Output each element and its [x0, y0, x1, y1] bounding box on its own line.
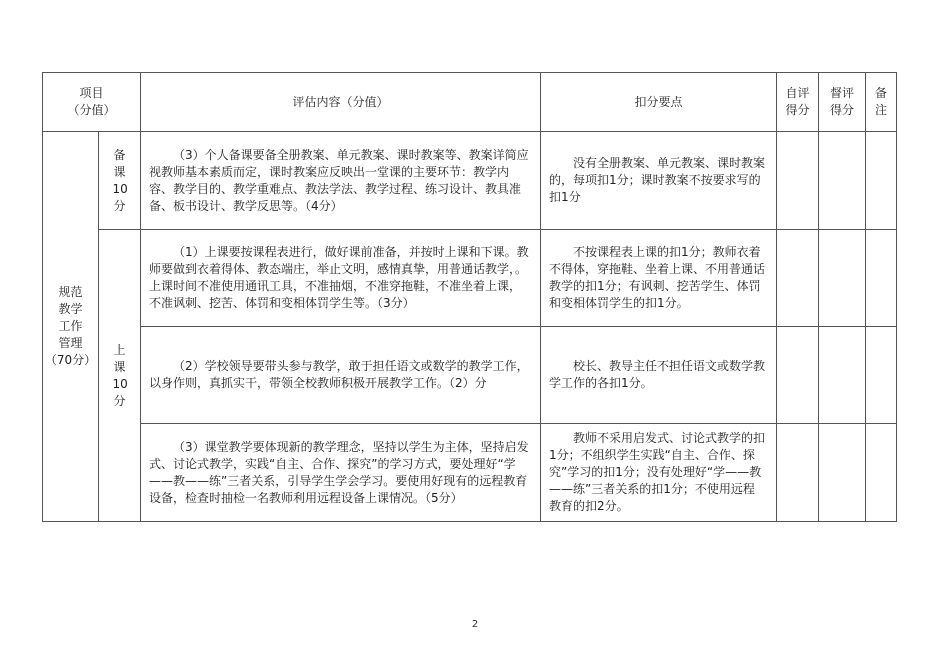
header-points: 扣分要点 — [541, 73, 777, 132]
points-cell: 没有全册教案、单元教案、课时教案的，每项扣1分；课时教案不按要求写的扣1分 — [541, 132, 777, 230]
evaluation-table — [42, 72, 897, 522]
points-cell: 不按课程表上课的扣1分；教师衣着不得体，穿拖鞋、坐着上课、不用普通话教学的扣1分；有讽刺、挖苦学生、体罚和变相体罚学生的扣1分。 — [541, 230, 777, 327]
remark-cell — [866, 132, 897, 230]
table-row — [43, 424, 897, 522]
header-remark-label: 备注 — [875, 86, 888, 117]
header-item-sub: （分值） — [67, 103, 116, 117]
supervise-score-cell — [819, 132, 866, 230]
header-item-label: 项目 — [79, 86, 104, 100]
self-score-cell — [777, 327, 819, 424]
supervise-score-cell — [819, 230, 866, 327]
supervise-score-cell — [819, 424, 866, 522]
points-cell: 教师不采用启发式、讨论式教学的扣1分；不组织学生实践“自主、合作、探究”学习的扣1分；没有处理好“学——教——练”三者关系的扣1分；不使用远程教育的扣2分。 — [541, 424, 777, 522]
table-row — [43, 132, 897, 230]
header-item — [43, 73, 141, 132]
points-cell: 校长、教导主任不担任语文或数学教学工作的各扣1分。 — [541, 327, 777, 424]
self-score-cell — [777, 230, 819, 327]
table-row — [43, 230, 897, 327]
category-cell — [43, 132, 99, 522]
section-cell — [99, 132, 141, 230]
supervise-score-cell — [819, 327, 866, 424]
header-content: 评估内容（分值） — [141, 73, 541, 132]
content-cell: （3）个人备课要备全册教案、单元教案、课时教案等、教案详简应视教师基本素质而定，课时教案应反映出一堂课的主要环节：教学内容、教学目的、教学重难点、教法学法、教学过程、练习设计、教具准备、板书设计、教学反思等。（4分） — [141, 132, 541, 230]
remark-cell — [866, 230, 897, 327]
self-score-cell — [777, 132, 819, 230]
category-score: （70分） — [44, 353, 97, 367]
header-supervise-score-label: 督评得分 — [830, 86, 855, 117]
header-self-score-label: 自评得分 — [785, 86, 810, 117]
category-name: 规范教学工作管理 — [58, 285, 83, 350]
self-score-cell — [777, 424, 819, 522]
remark-cell — [866, 424, 897, 522]
header-row — [43, 73, 897, 132]
section-name: 上课10分 — [112, 342, 128, 408]
section-name: 备课10分 — [112, 147, 128, 213]
header-self-score — [777, 73, 819, 132]
remark-cell — [866, 327, 897, 424]
content-cell: （1）上课要按课程表进行，做好课前准备，并按时上课和下课。教师要做到衣着得体、教态端庄，举止文明，感情真挚，用普通话教学，。上课时间不准使用通讯工具，不准抽烟，不准穿拖鞋，不准坐着上课，不准讽刺、挖苦、体罚和变相体罚学生等。（3分） — [141, 230, 541, 327]
page-number: 2 — [471, 619, 479, 630]
header-supervise-score — [819, 73, 866, 132]
table-row — [43, 327, 897, 424]
content-cell: （3）课堂教学要体现新的教学理念，坚持以学生为主体，坚持启发式、讨论式教学，实践“自主、合作、探究”的学习方式，要处理好“学——教——练”三者关系，引导学生学会学习。要使用好现有的远程教育设备，检查时抽检一名教师利用远程设备上课情况。（5分） — [141, 424, 541, 522]
section-cell — [99, 230, 141, 522]
content-cell: （2）学校领导要带头参与教学，敢于担任语文或数学的教学工作，以身作则，真抓实干，带领全校教师积极开展教学工作。（2）分 — [141, 327, 541, 424]
header-remark — [866, 73, 897, 132]
